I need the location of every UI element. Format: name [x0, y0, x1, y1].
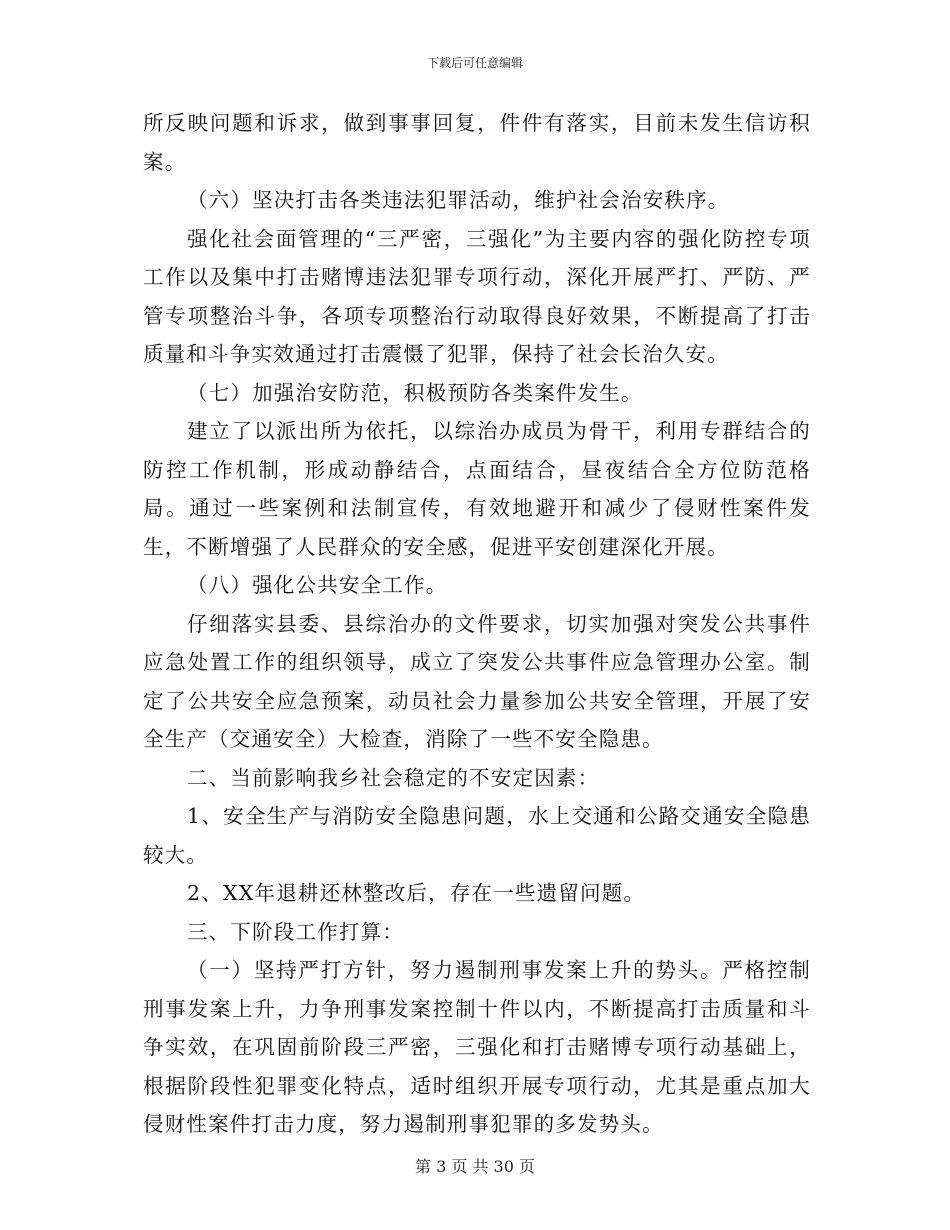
page-header: 下载后可任意编辑	[426, 56, 523, 70]
paragraph: 所反映问题和诉求，做到事事回复，件件有落实，目前未发生信访积案。	[143, 111, 811, 174]
section-heading: 三、下阶段工作打算：	[187, 919, 404, 944]
section-heading: 二、当前影响我乡社会稳定的不安定因素：	[187, 765, 600, 790]
paragraph: 建立了以派出所为依托，以综治办成员为骨干，利用专群结合的防控工作机制，形成动静结合，点面结合，昼夜结合全方位防范格局。通过一些案例和法制宣传，有效地避开和减少了侵财性案件发生，不断增强了人民群众的安全感，促进平安创建深化开展。	[143, 419, 811, 559]
paragraph: 强化社会面管理的“三严密，三强化”为主要内容的强化防控专项工作以及集中打击赌博违法犯罪专项行动，深化开展严打、严防、严管专项整治斗争，各项专项整治行动取得良好效果，不断提高了打击质量和斗争实效通过打击震慑了犯罪，保持了社会长治久安。	[143, 226, 811, 366]
paragraph: 仔细落实县委、县综治办的文件要求，切实加强对突发公共事件应急处置工作的组织领导，成立了突发公共事件应急管理办公室。制定了公共安全应急预案，动员社会力量参加公共安全管理，开展了安全生产（交通安全）大检查，消除了一些不安全隐患。	[143, 611, 811, 751]
section-heading: （七）加强治安防范，积极预防各类案件发生。	[187, 380, 643, 405]
list-item: 2、XX年退耕还林整改后，存在一些遗留问题。	[187, 881, 646, 905]
page-footer: 第 3 页 共 30 页	[415, 1157, 535, 1176]
document-body	[143, 104, 811, 1144]
section-heading: （六）坚决打击各类违法犯罪活动，维护社会治安秩序。	[187, 188, 730, 212]
section-heading: （八）强化公共安全工作。	[187, 573, 448, 597]
paragraph: （一）坚持严打方针，努力遏制刑事发案上升的势头。严格控制刑事发案上升，力争刑事发案控制十件以内，不断提高打击质量和斗争实效，在巩固前阶段三严密，三强化和打击赌博专项行动基础上，根据阶段性犯罪变化特点，适时组织开展专项行动，尤其是重点加大侵财性案件打击力度，努力遏制刑事犯罪的多发势头。	[143, 958, 811, 1136]
list-item: 1、安全生产与消防安全隐患问题，水上交通和公路交通安全隐患较大。	[143, 804, 811, 867]
